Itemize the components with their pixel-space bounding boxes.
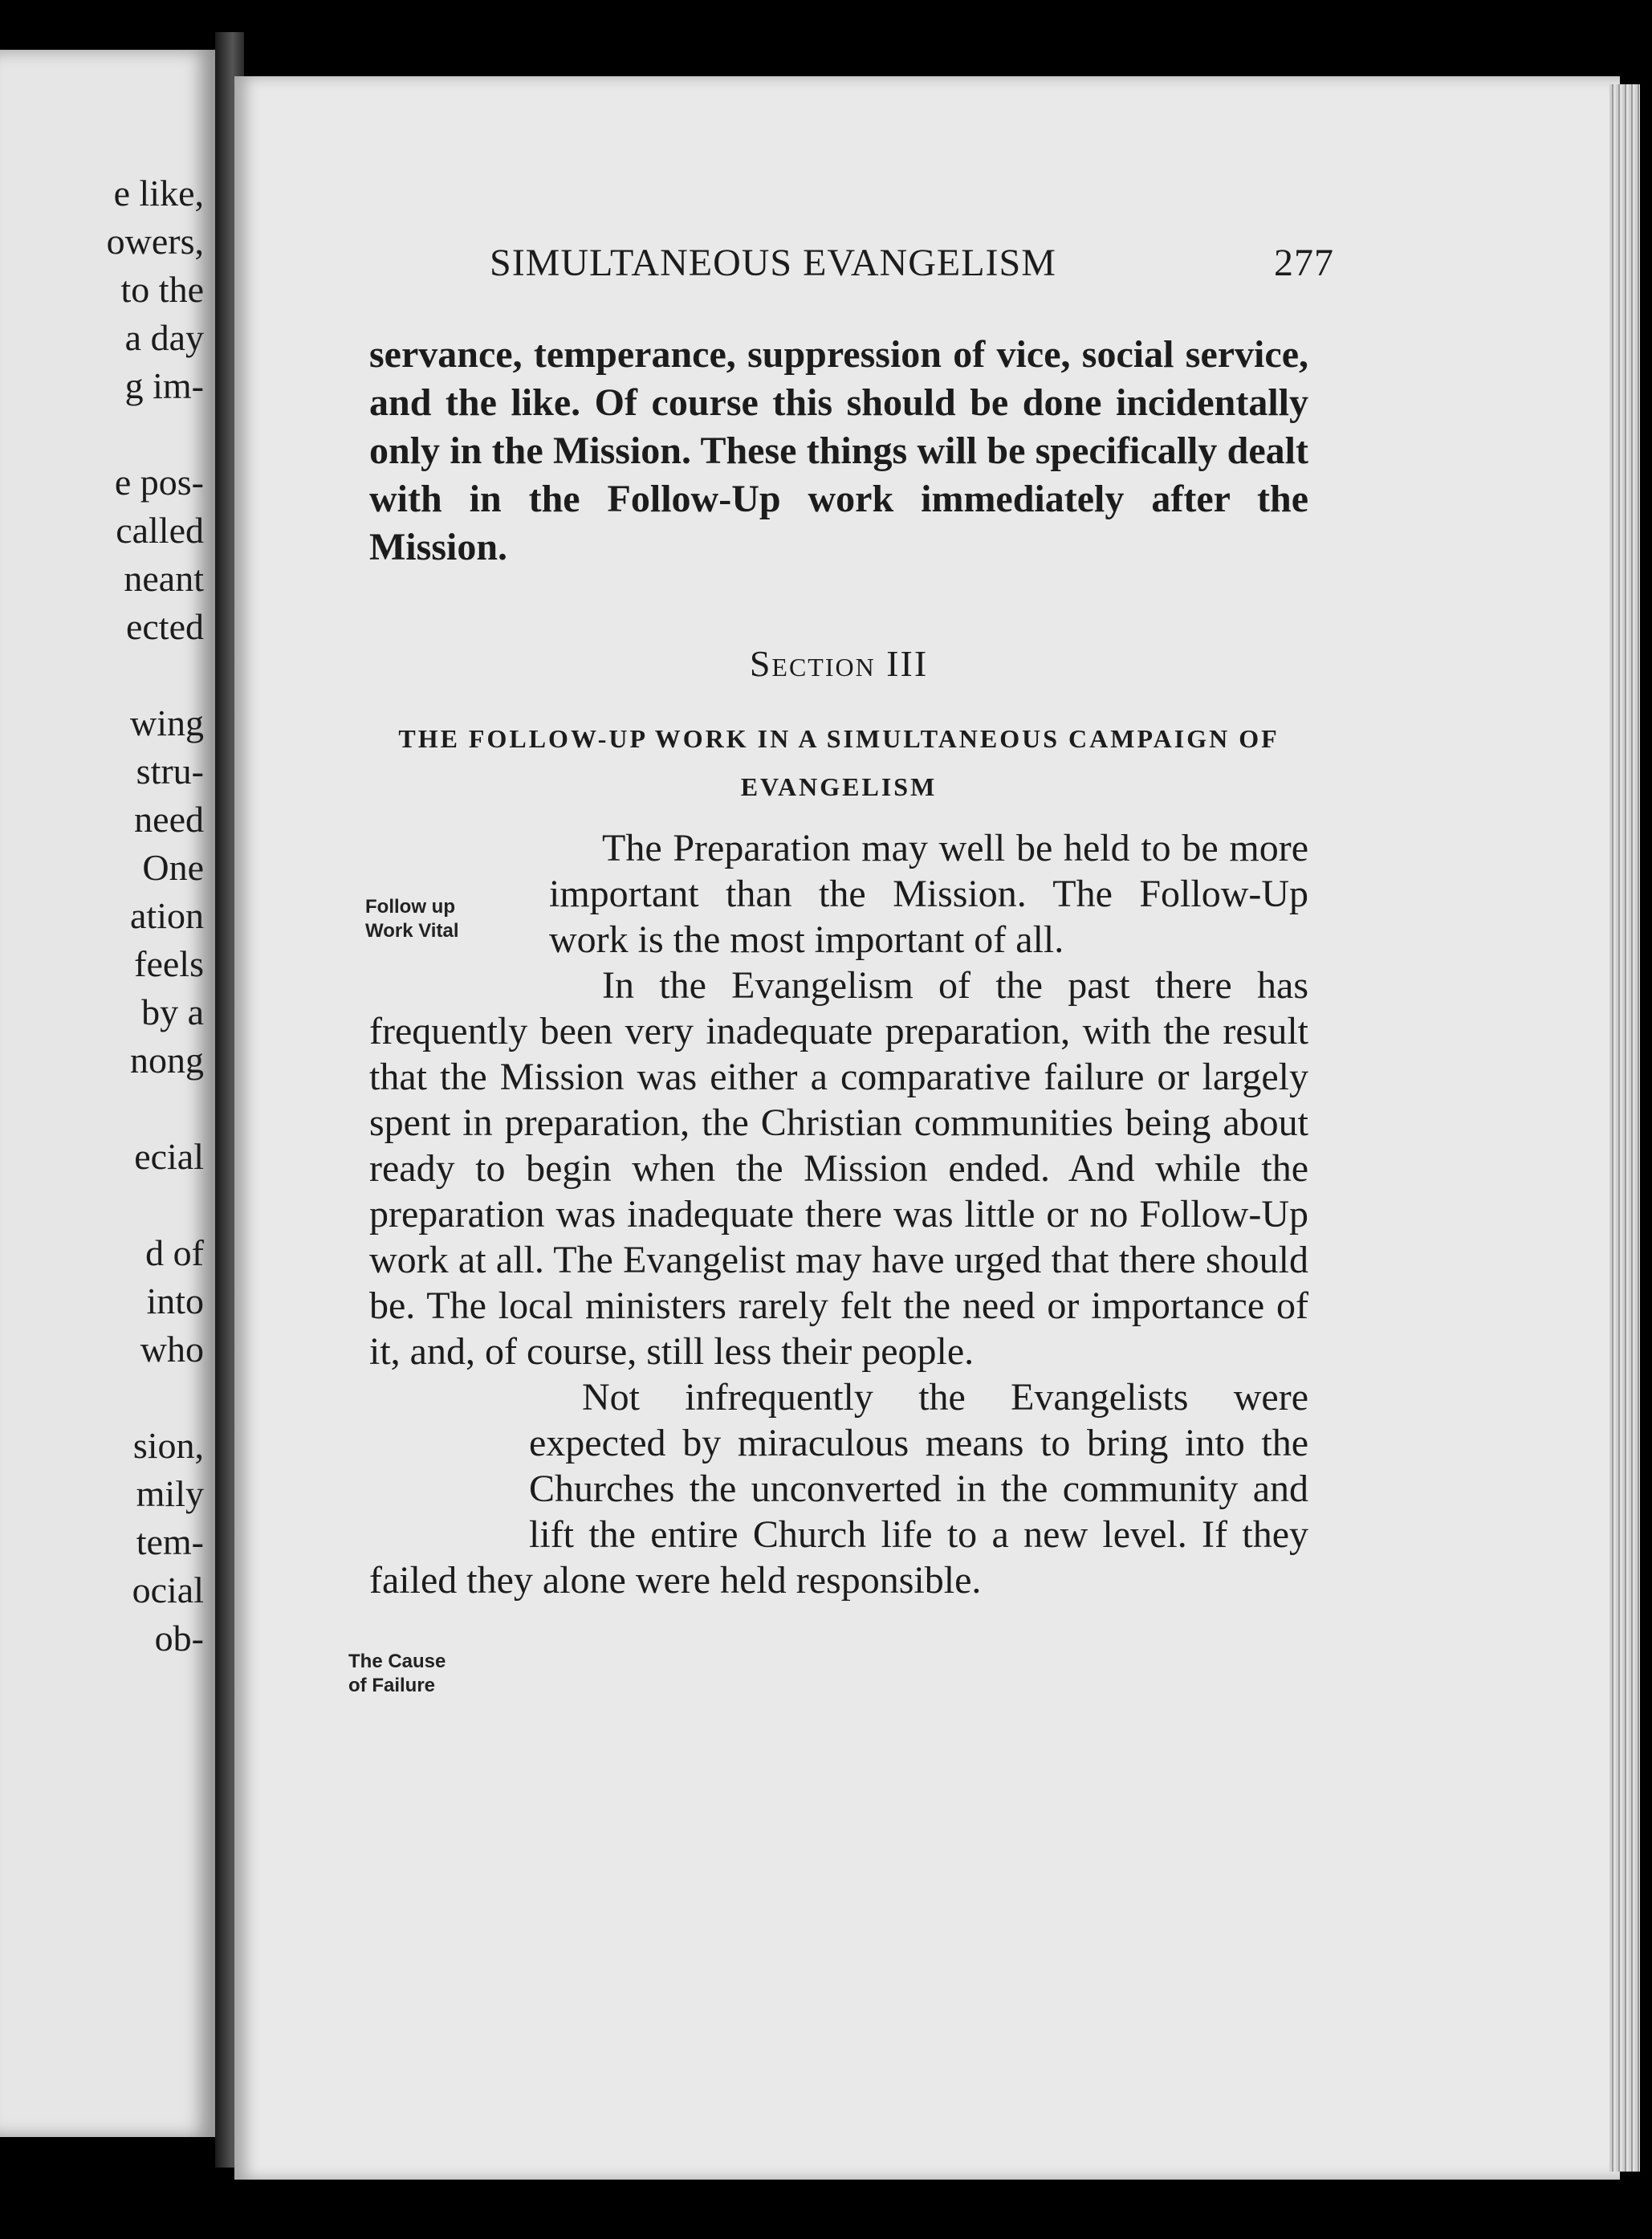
- left-page-line-fragment: ected: [125, 606, 204, 647]
- section-body: [369, 825, 1308, 1603]
- page-edges: [1609, 84, 1640, 2172]
- left-page-line-fragment: One: [142, 847, 204, 888]
- left-page-line-fragment: neant: [124, 558, 204, 599]
- left-page-line-fragment: called: [116, 510, 204, 551]
- paragraph-3: Not infrequently the Evangelists were expected by miraculous means to bring into the Churches the unconverted in the community and lift the entire Church life to a new level. If they failed they alone were held responsible.: [369, 1376, 1308, 1602]
- left-page-line-fragment: owers,: [106, 221, 204, 262]
- paragraph-continued: servance, temperance, suppression of vice, social service, and the like. Of course this should be done incidentally only in the Mission. These things will be specifically dealt with in the Follow-Up work immediately after the Mission.: [369, 333, 1308, 568]
- section-label: Section III: [749, 643, 929, 684]
- left-page-line-fragment: feels: [134, 943, 204, 984]
- left-page-line-fragment: by a: [141, 991, 204, 1032]
- left-page-line-fragment: ation: [130, 895, 204, 936]
- margin-note-cause-of-failure: [348, 1650, 446, 1698]
- margin-note-line: of Failure: [348, 1675, 436, 1696]
- left-page-line-fragment: who: [140, 1329, 204, 1370]
- left-page-line-fragment: mily: [136, 1473, 204, 1514]
- paragraph-1: The Preparation may well be held to be more important than the Mission. The Follow-Up work is the most important of all.: [549, 827, 1308, 961]
- continued-paragraph: [369, 331, 1308, 572]
- left-page-line-fragment: nong: [130, 1040, 204, 1081]
- margin-note-line: Work Vital: [365, 920, 459, 942]
- left-page-line-fragment: stru-: [136, 751, 204, 792]
- margin-note-line: The Cause: [348, 1651, 446, 1672]
- left-page-line-fragment: g im-: [124, 365, 204, 406]
- header-title: SIMULTANEOUS EVANGELISM: [490, 242, 1056, 284]
- left-page-line-fragment: e pos-: [114, 462, 204, 503]
- left-page-line-fragment: tem-: [136, 1521, 204, 1562]
- left-page: [0, 50, 215, 2137]
- left-page-line-fragment: e like,: [113, 173, 204, 214]
- left-page-line-fragment: into: [146, 1280, 204, 1321]
- left-page-line-fragment: d of: [145, 1232, 204, 1273]
- left-page-line-fragment: ocial: [132, 1569, 204, 1610]
- left-page-line-fragment: sion,: [132, 1425, 204, 1466]
- section-subtitle: THE FOLLOW-UP WORK IN A SIMULTANEOUS CAMPAIGN OF EVANGELISM: [398, 724, 1280, 801]
- left-page-line-fragment: ob-: [154, 1618, 204, 1659]
- running-header: [490, 241, 1334, 285]
- paragraph-2: In the Evangelism of the past there has frequently been very inadequate preparation, with the result that the Mission was either a comparative failure or largely spent in preparation, the Christian communities being about ready to begin when the Mission ended. And while the preparation was inadequate there was little or no Follow-Up work at all. The Evangelist may have urged that there should be. The local ministers rarely felt the need or importance of it, and, of course, still less their people.: [369, 964, 1308, 1373]
- margin-note-line: Follow up: [365, 896, 455, 918]
- left-page-line-fragment: wing: [130, 702, 204, 743]
- left-page-line-fragment: ecial: [134, 1136, 204, 1177]
- left-page-line-fragment: to the: [120, 269, 204, 310]
- left-page-line-fragment: a day: [124, 317, 204, 358]
- page-number: 277: [1274, 242, 1334, 284]
- left-page-line-fragment: need: [134, 799, 204, 840]
